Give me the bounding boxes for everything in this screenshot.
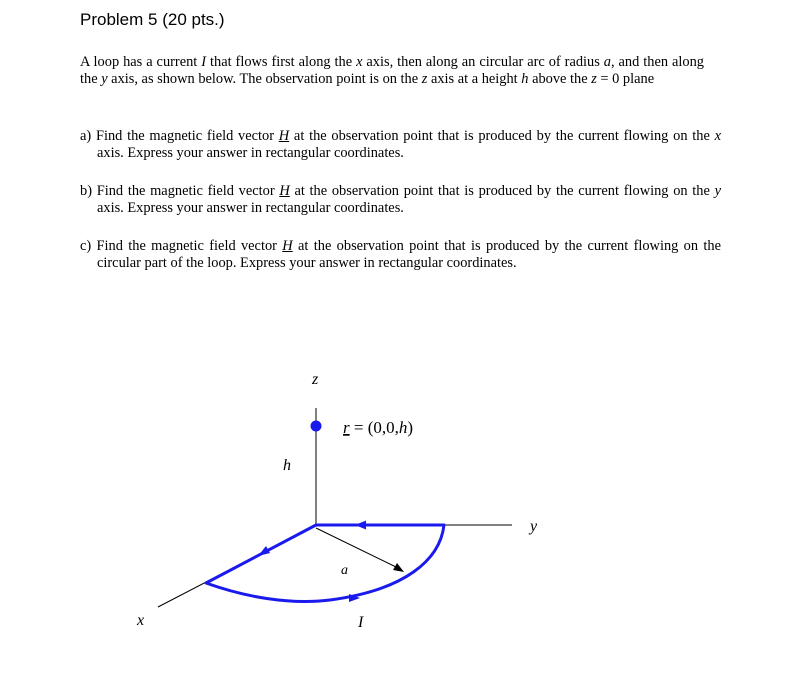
radius-label: a [341, 563, 348, 578]
r-vector-symbol: r [343, 418, 350, 437]
problem-title: Problem 5 (20 pts.) [80, 10, 225, 29]
y-axis-label: y [530, 518, 538, 535]
part-b: b) Find the magnetic field vector H at the observation point that is produced by the current flowing on the y axis. Express your answer in rectangular coordinates. [80, 183, 721, 216]
height-label: h [283, 457, 291, 474]
observation-position-label [343, 418, 413, 437]
arrow-y-segment [355, 521, 366, 530]
observation-point [311, 421, 322, 432]
part-c: c) Find the magnetic field vector H at the observation point that is produced by the current flowing on the circular part of the loop. Express your answer in rectangular coordinates. [80, 238, 721, 271]
r-h-symbol: h [398, 418, 408, 437]
current-loop [206, 525, 444, 601]
r-close-paren: ) [407, 418, 414, 437]
radius-arrowhead [393, 563, 404, 572]
problem-statement: A loop has a current I that flows first along the x axis, then along an circular arc of radius a, and then along the y axis, as shown below. The observation point is on the z axis at a height h above the z = 0 plane [80, 54, 704, 87]
part-a: a) Find the magnetic field vector H at the observation point that is produced by the current flowing on the x axis. Express your answer in rectangular coordinates. [80, 128, 721, 161]
z-axis-label: z [312, 371, 319, 388]
arrow-x-segment [258, 546, 270, 556]
r-equals-text: = (0,0, [349, 418, 399, 437]
x-axis-label: x [137, 612, 145, 629]
current-label: I [358, 614, 364, 631]
radius-line [316, 528, 398, 568]
